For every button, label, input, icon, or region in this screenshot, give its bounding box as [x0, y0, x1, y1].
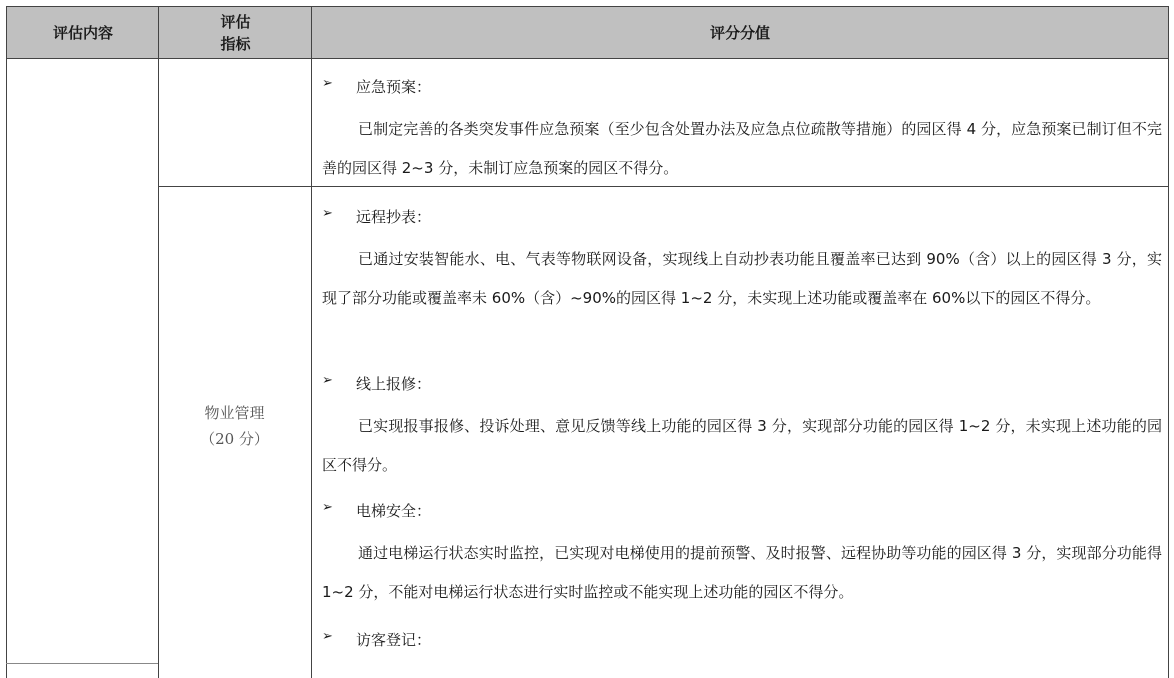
item-title: 远程抄表： [356, 208, 432, 226]
column-divider-2 [311, 6, 312, 678]
item-title: 电梯安全： [356, 502, 432, 520]
header-metric [159, 7, 312, 59]
table-border-left [6, 6, 7, 678]
arrowhead-bullet-icon: ➢ [322, 500, 333, 515]
bottom-partial-line [6, 663, 158, 664]
arrowhead-bullet-icon: ➢ [322, 629, 333, 644]
item-title: 应急预案： [356, 78, 432, 96]
item-title: 线上报修： [356, 375, 432, 393]
item-text: 已通过安装智能水、电、气表等物联网设备，实现线上自动抄表功能且覆盖率已达到 90%（含）以上的园区得 3 分，实现了部分功能或覆盖率未 60%（含）~90%的园区得 1~2 分，未实现上述功能或覆盖率在 60%以下的园区不得分。 [322, 250, 1162, 307]
item-text: 通过电梯运行状态实时监控，已实现对电梯使用的提前预警、及时报警、远程协助等功能的园区得 3 分，实现部分功能得 1~2 分，不能对电梯运行状态进行实时监控或不能实现上述功能的园区不得分。 [322, 544, 1162, 601]
scoring-table [6, 6, 1169, 678]
arrowhead-bullet-icon: ➢ [322, 373, 333, 388]
item-text: 已实现报事报修、投诉处理、意见反馈等线上功能的园区得 3 分，实现部分功能的园区得 1~2 分，未实现上述功能的园区不得分。 [322, 417, 1162, 474]
header-metric-line2: 指标 [220, 35, 251, 53]
header-metric-line1: 评估 [220, 13, 251, 31]
table-header [6, 6, 1169, 59]
metric-score: （20 分） [200, 430, 269, 448]
arrowhead-bullet-icon: ➢ [322, 206, 333, 221]
header-content: 评估内容 [52, 24, 113, 42]
metric-name: 物业管理 [204, 404, 265, 422]
item-text: 已制定完善的各类突发事件应急预案（至少包含处置办法及应急点位疏散等措施）的园区得 4 分，应急预案已制订但不完善的园区得 2~3 分，未制订应急预案的园区不得分。 [322, 120, 1162, 177]
metric-label [158, 400, 311, 452]
table-border-right [1168, 6, 1169, 678]
arrowhead-bullet-icon: ➢ [322, 76, 333, 91]
item-title: 访客登记： [356, 631, 432, 649]
column-divider-1 [158, 6, 159, 678]
header-score: 评分分值 [709, 24, 770, 42]
